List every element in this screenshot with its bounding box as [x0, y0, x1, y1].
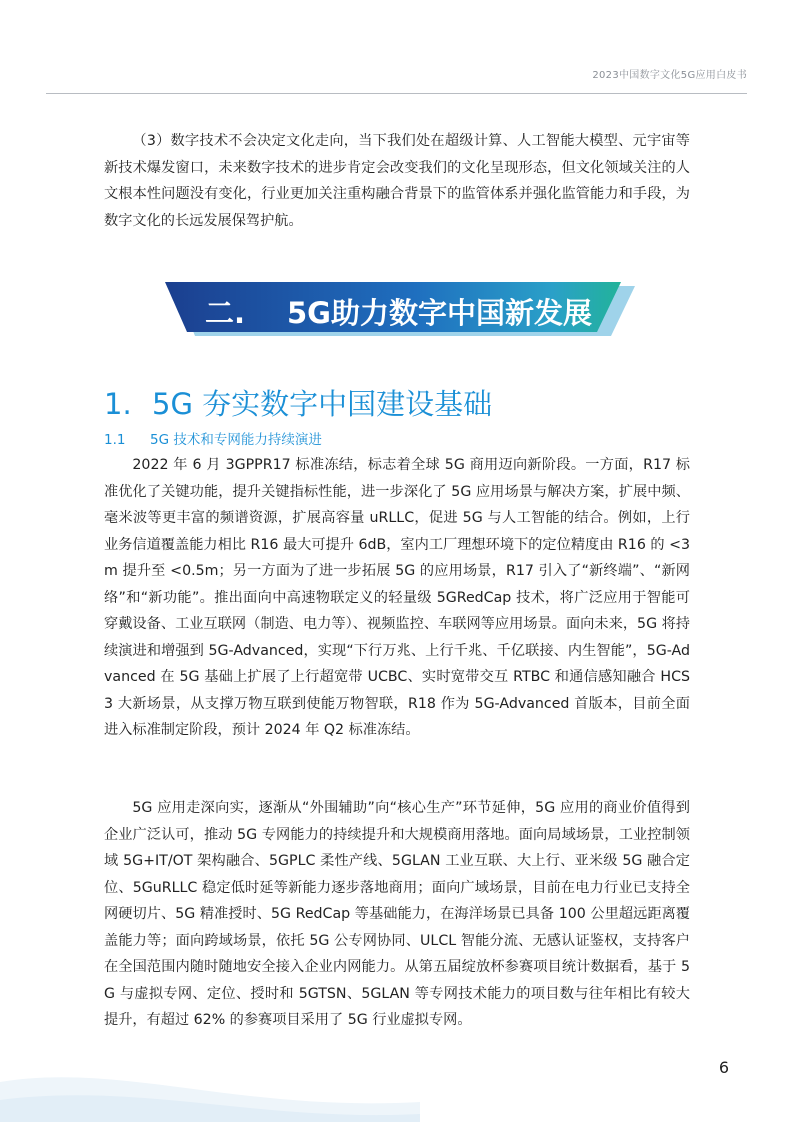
- page-number: 6: [718, 1058, 729, 1077]
- paragraph-intro: （3）数字技术不会决定文化走向，当下我们处在超级计算、人工智能大模型、元宇宙等新技术爆发窗口，未来数字技术的进步肯定会改变我们的文化呈现形态，但文化领域关注的人文根本性问题没有变化，行业更加关注重构融合背景下的监管体系并强化监管能力和手段，为数字文化的长远发展保驾护航。: [104, 133, 690, 229]
- heading-1-title: 5G 夯实数字中国建设基础: [152, 387, 493, 421]
- header-divider: [46, 93, 747, 94]
- section-banner: [165, 282, 635, 340]
- heading-2-number: 1.1: [104, 432, 126, 448]
- heading-level-2: [104, 428, 322, 448]
- paragraph-5g-application: 5G 应用走深向实，逐渐从“外围辅助”向“核心生产”环节延伸，5G 应用的商业价值得到企业广泛认可，推动 5G 专网能力的持续提升和大规模商用落地。面向局域场景，工业控制领域 5G+IT/OT 架构融合、5GPLC 柔性产线、5GLAN 工业互联、大上行、亚米级 5G 融合定位、5GuRLLC 稳定低时延等新能力逐步落地商用；面向广域场景，目前在电力行业已支持全网硬切片、5G 精准授时、5G RedCap 等基础能力，在海洋场景已具备 100 公里超远距离覆盖能力等；面向跨域场景，依托 5G 公专网协同、ULCL 智能分流、无感认证鉴权，支持客户在全国范围内随时随地安全接入企业内网能力。从第五届绽放杯参赛项目统计数据看，基于 5G 与虚拟专网、定位、授时和 5GTSN、5GLAN 等专网技术能力的项目数与往年相比有较大提升，有超过 62% 的参赛项目采用了 5G 行业虚拟专网。: [104, 800, 690, 1028]
- heading-1-number: 1.: [104, 387, 132, 421]
- heading-level-1: [104, 382, 492, 423]
- running-header: 2023中国数字文化5G应用白皮书: [592, 70, 747, 81]
- section-title: 5G助力数字中国新发展: [287, 296, 592, 330]
- section-number: 二.: [205, 296, 246, 330]
- decorative-wave: [0, 1042, 420, 1122]
- paragraph-r17: 2022 年 6 月 3GPPR17 标准冻结，标志着全球 5G 商用迈向新阶段。一方面，R17 标准优化了关键功能，提升关键指标性能，进一步深化了 5G 应用场景与解决方案，扩展中频、毫米波等更丰富的频谱资源，扩展高容量 uRLLC，促进 5G 与人工智能的结合。例如，上行业务信道覆盖能力相比 R16 最大可提升 6dB，室内工厂理想环境下的定位精度由 R16 的 <3m 提升至 <0.5m；另一方面为了进一步拓展 5G 的应用场景，R17 引入了“新终端”、“新网络”和“新功能”。推出面向中高速物联定义的轻量级 5GRedCap 技术，将广泛应用于智能可穿戴设备、工业互联网（制造、电力等）、视频监控、车联网等应用场景。面向未来，5G 将持续演进和增强到 5G-Advanced，实现“下行万兆、上行千兆、千亿联接、内生智能”，5G-Advanced 在 5G 基础上扩展了上行超宽带 UCBC、实时宽带交互 RTBC 和通信感知融合 HCS3 大新场景，从支撑万物互联到使能万物智联，R18 作为 5G-Advanced 首版本，目前全面进入标准制定阶段，预计 2024 年 Q2 标准冻结。: [104, 457, 690, 738]
- heading-2-title: 5G 技术和专网能力持续演进: [150, 432, 322, 448]
